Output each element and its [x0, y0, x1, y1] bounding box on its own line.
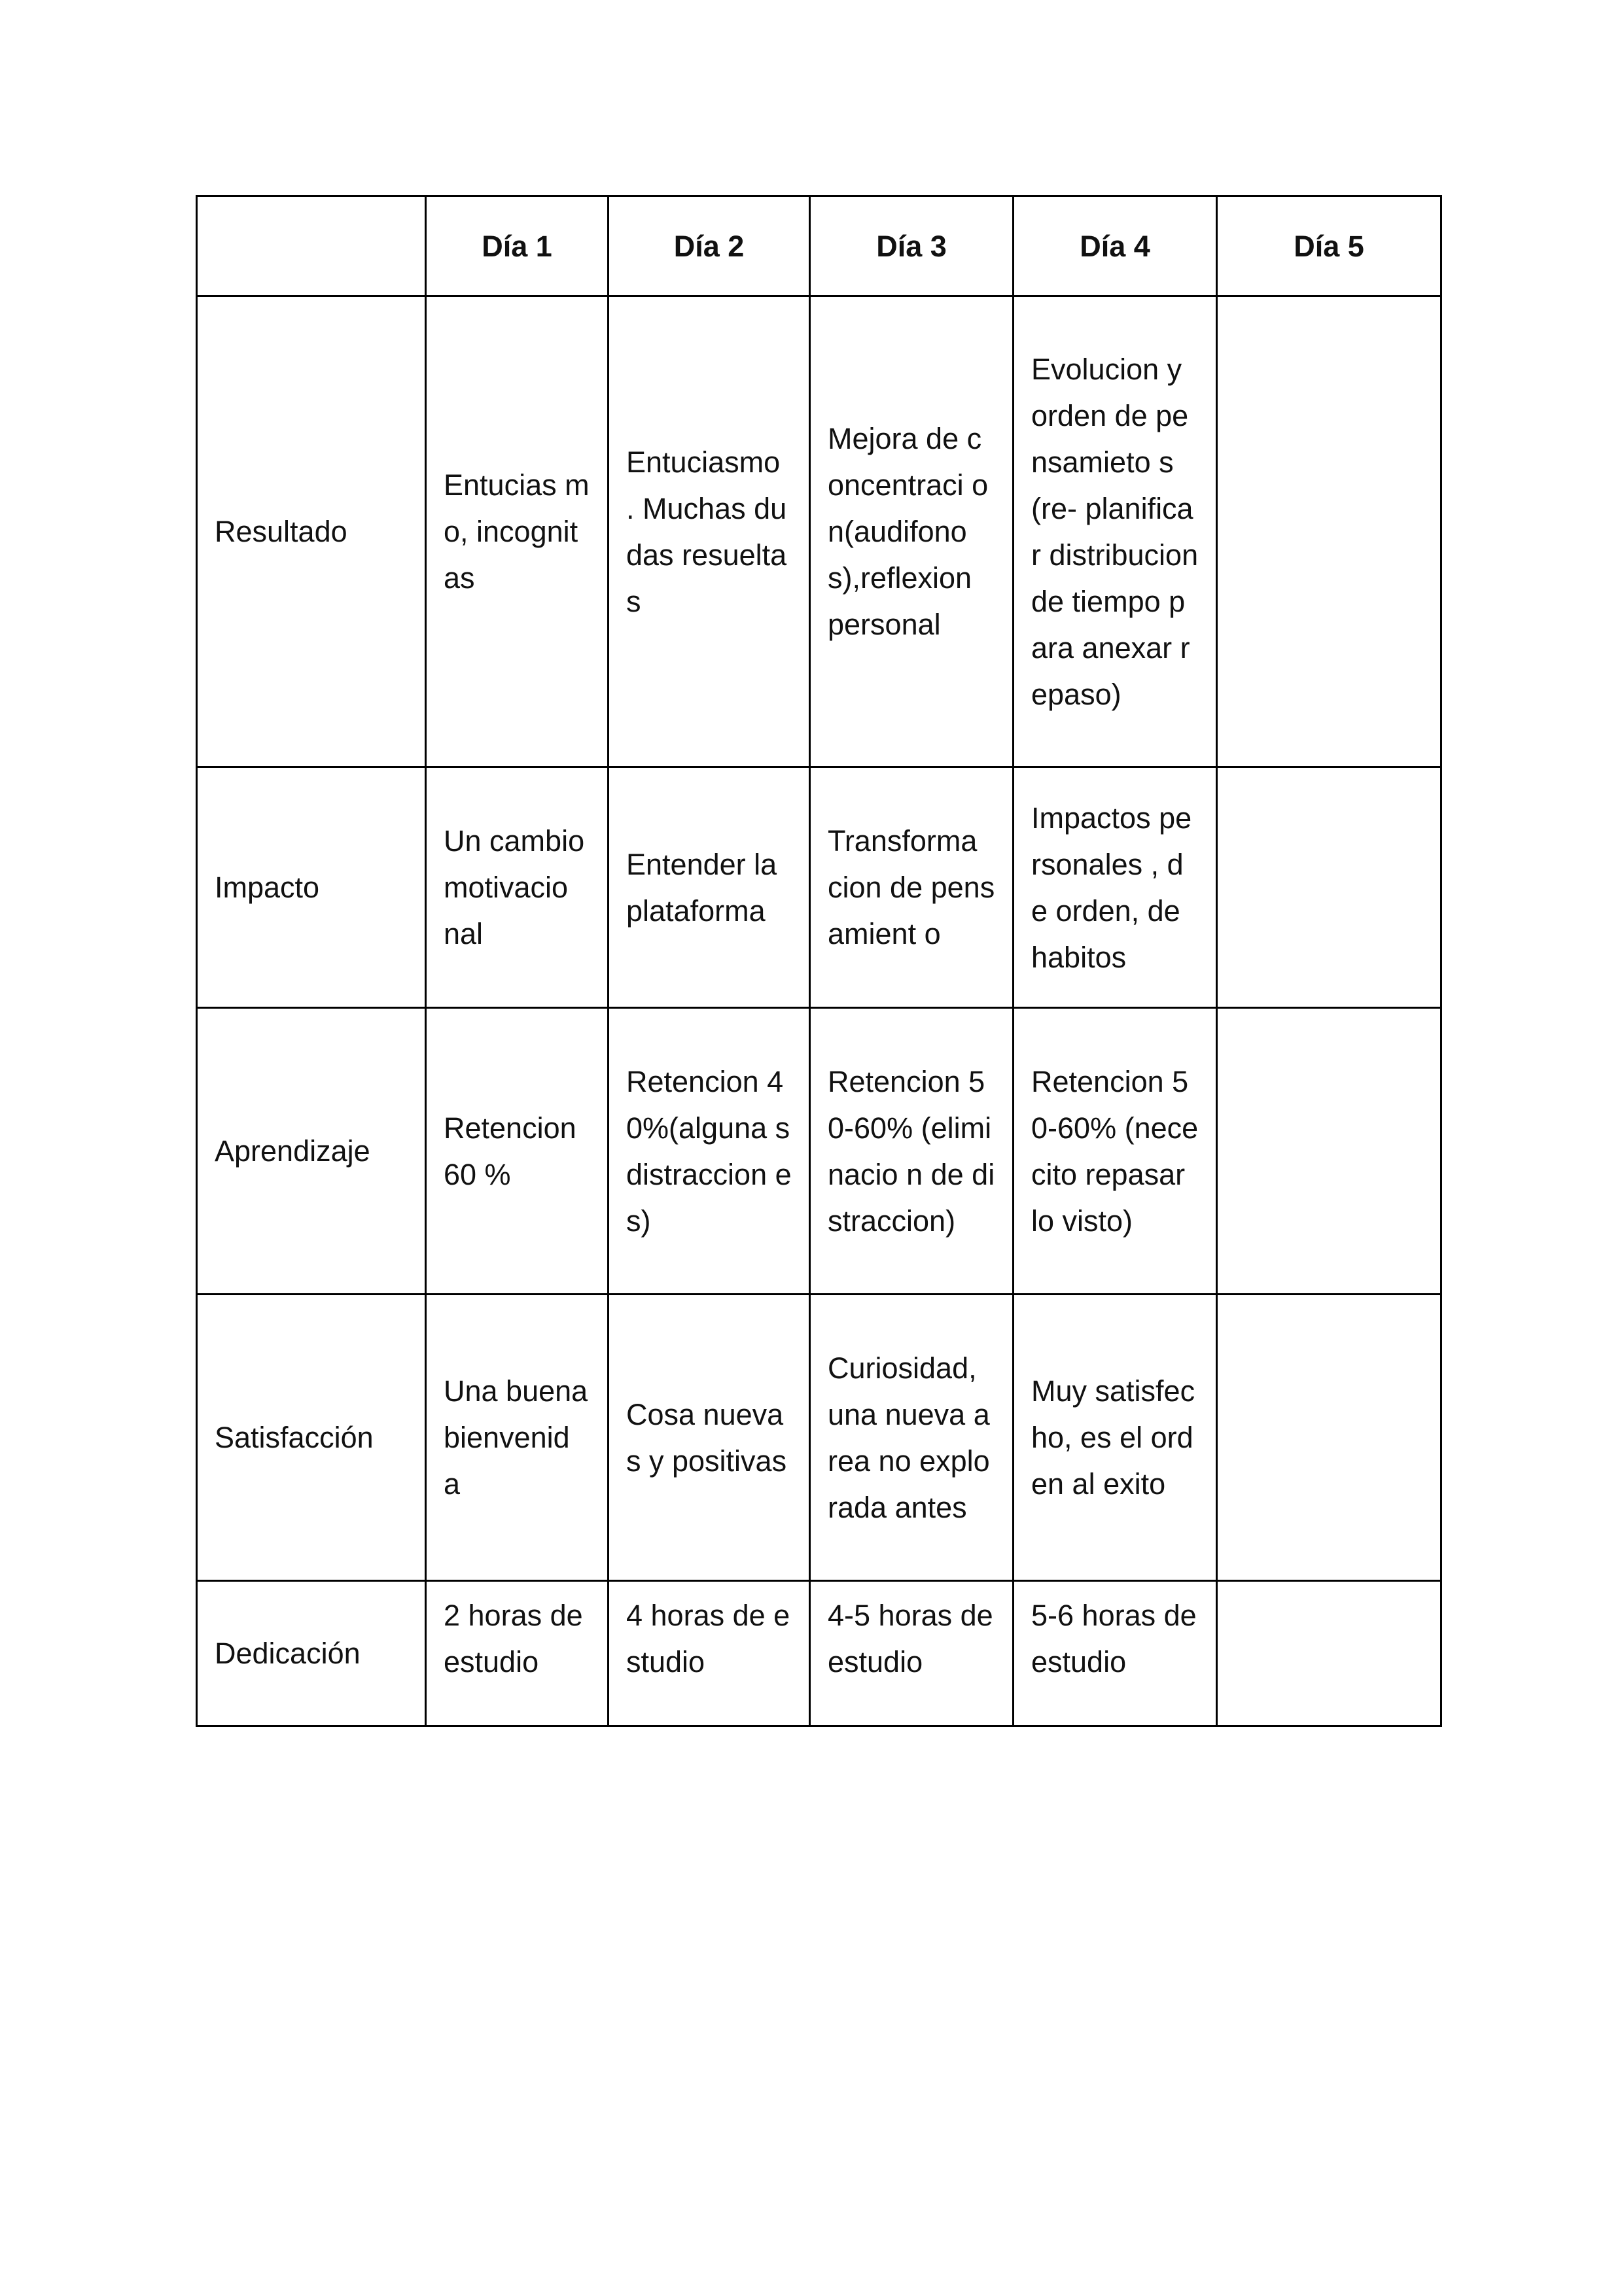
table-cell — [1217, 1008, 1441, 1295]
column-header-dia-3: Día 3 — [810, 196, 1014, 296]
table-cell: Una buena bienvenid a — [426, 1295, 609, 1581]
table-cell — [1217, 1295, 1441, 1581]
table-cell: Un cambio motivacio nal — [426, 767, 609, 1008]
table-cell — [1217, 296, 1441, 767]
table-cell: Transforma cion de pensamient o — [810, 767, 1014, 1008]
row-label-satisfaccion: Satisfacción — [197, 1295, 426, 1581]
column-header-dia-5: Día 5 — [1217, 196, 1441, 296]
table-cell: 4-5 horas de estudio — [810, 1581, 1014, 1726]
evaluation-table — [196, 195, 1442, 1727]
table-cell: Entuciasmo . Muchas dudas resueltas — [609, 296, 810, 767]
table-cell: Retencion 60 % — [426, 1008, 609, 1295]
row-label-resultado: Resultado — [197, 296, 426, 767]
table-row-resultado — [197, 296, 1441, 767]
corner-cell — [197, 196, 426, 296]
column-header-dia-2: Día 2 — [609, 196, 810, 296]
header-row — [197, 196, 1441, 296]
table-cell: Retencion 40%(alguna s distraccion es) — [609, 1008, 810, 1295]
table-cell: Retencion 50-60% (nececito repasar lo visto) — [1014, 1008, 1217, 1295]
row-label-dedicacion: Dedicación — [197, 1581, 426, 1726]
table-cell: Muy satisfecho, es el orden al exito — [1014, 1295, 1217, 1581]
table-row-dedicacion — [197, 1581, 1441, 1726]
table-cell: Curiosidad, una nueva area no explorada antes — [810, 1295, 1014, 1581]
table-cell: Mejora de concentraci on(audifono s),reflexion personal — [810, 296, 1014, 767]
column-header-dia-1: Día 1 — [426, 196, 609, 296]
table-row-impacto — [197, 767, 1441, 1008]
table-cell: Evolucion y orden de pensamieto s (re- planificar distribucion de tiempo para anexar repaso) — [1014, 296, 1217, 767]
table-cell: Entender la plataforma — [609, 767, 810, 1008]
table-cell — [1217, 767, 1441, 1008]
table-cell: 4 horas de estudio — [609, 1581, 810, 1726]
table-cell: Retencion 50-60% (eliminacio n de distraccion) — [810, 1008, 1014, 1295]
table-cell: 5-6 horas de estudio — [1014, 1581, 1217, 1726]
table-row-aprendizaje — [197, 1008, 1441, 1295]
table-cell — [1217, 1581, 1441, 1726]
row-label-aprendizaje: Aprendizaje — [197, 1008, 426, 1295]
table-cell: Cosa nuevas y positivas — [609, 1295, 810, 1581]
row-label-impacto: Impacto — [197, 767, 426, 1008]
table-cell: Impactos personales , de orden, de habitos — [1014, 767, 1217, 1008]
table-cell: Entucias mo, incognitas — [426, 296, 609, 767]
table-row-satisfaccion — [197, 1295, 1441, 1581]
table-cell: 2 horas de estudio — [426, 1581, 609, 1726]
column-header-dia-4: Día 4 — [1014, 196, 1217, 296]
